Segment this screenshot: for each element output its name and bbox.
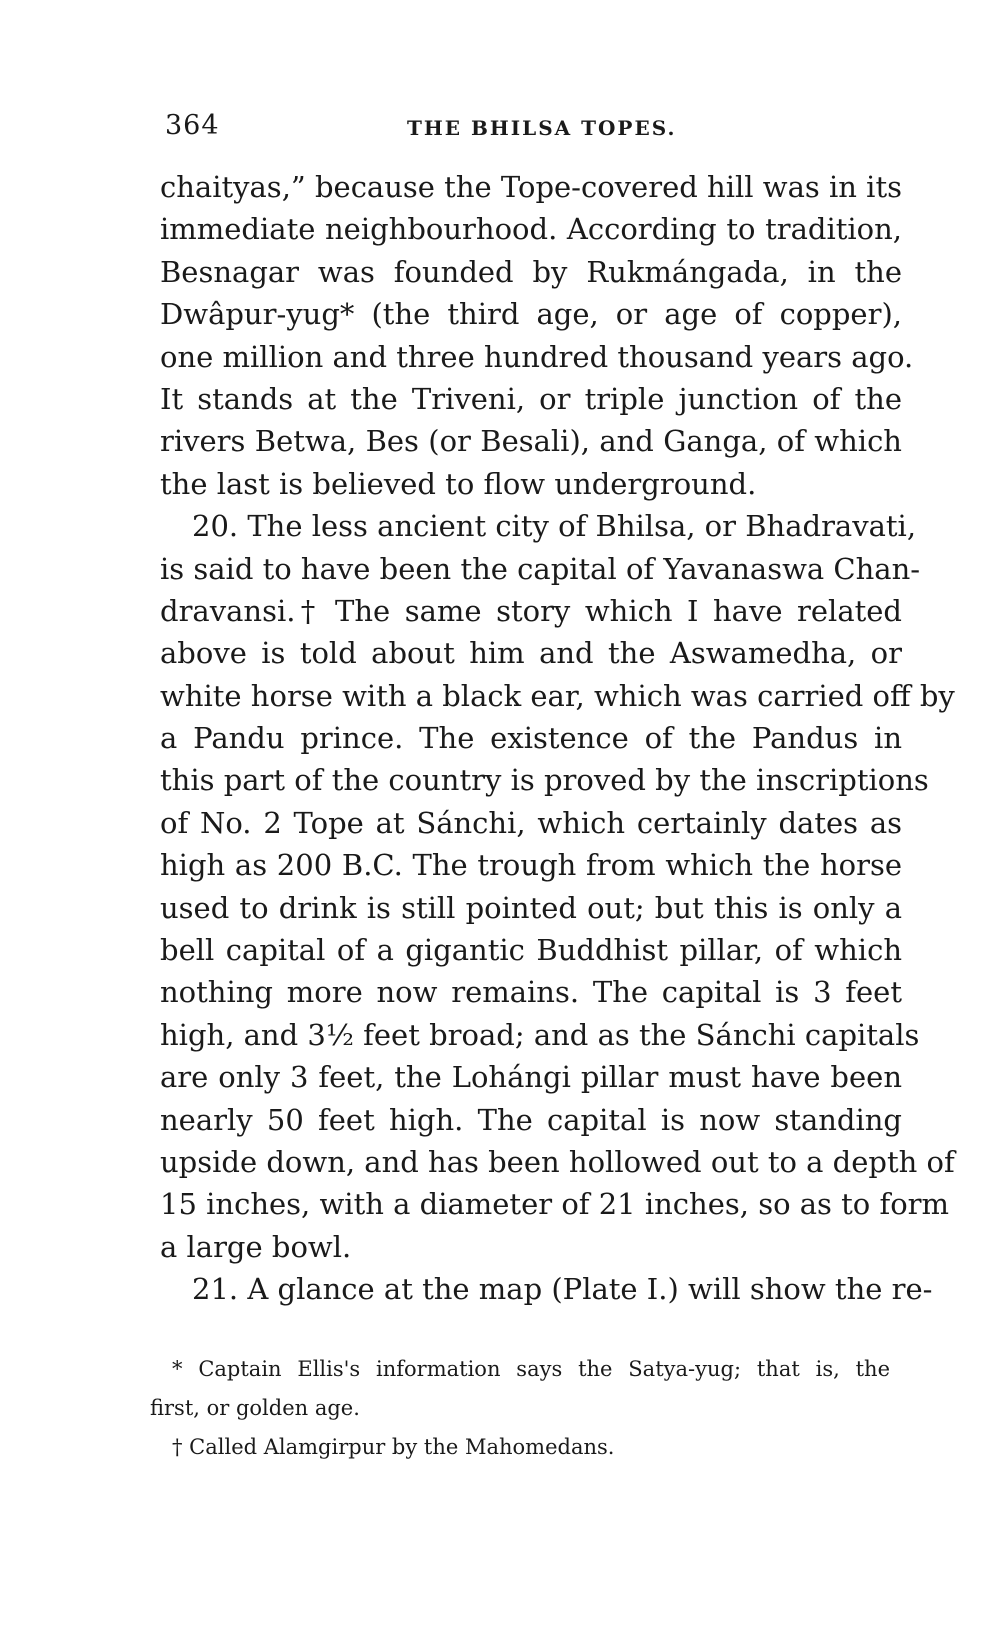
- footnotes: [150, 1350, 890, 1467]
- text-line: dravansi.† The same story which I have related: [160, 593, 902, 628]
- text-line: chaityas,” because the Tope-covered hill was in its: [160, 170, 902, 204]
- body-text: [160, 166, 955, 1311]
- text-line: used to drink is still pointed out; but this is only a: [160, 890, 902, 925]
- text-line: are only 3 feet, the Lohángi pillar must have been: [160, 1060, 902, 1095]
- text-line: the last is believed to flow underground.: [160, 466, 757, 501]
- text-line: 15 inches, with a diameter of 21 inches, so as to form: [160, 1187, 950, 1222]
- text-line: one million and three hundred thousand years ago.: [160, 339, 914, 374]
- text-line: of No. 2 Tope at Sánchi, which certainly dates as: [160, 805, 902, 840]
- text-line: bell capital of a gigantic Buddhist pillar, of which: [160, 933, 902, 968]
- text-line: upside down, and has been hollowed out to a depth of: [160, 1144, 955, 1179]
- text-line: a large bowl.: [160, 1229, 352, 1264]
- text-line: nothing more now remains. The capital is 3 feet: [160, 975, 902, 1010]
- text-line: rivers Betwa, Bes (or Besali), and Ganga, of which: [160, 424, 902, 459]
- text-line: Dwâpur-yug* (the third age, or age of copper),: [160, 297, 902, 332]
- page-number: 364: [165, 110, 220, 141]
- text-line: immediate neighbourhood. According to tradition,: [160, 212, 902, 247]
- paragraph-21-start: 21. A glance at the map (Plate I.) will show the re-: [192, 1272, 933, 1307]
- footnote-asterisk: * Captain Ellis's information says the Satya-yug; that is, the: [172, 1357, 890, 1381]
- page-header: [165, 110, 735, 150]
- paragraph-20-start: 20. The less ancient city of Bhilsa, or Bhadravati,: [192, 509, 917, 544]
- text-line: a Pandu prince. The existence of the Pandus in: [160, 721, 902, 756]
- running-head: THE BHILSA TOPES.: [407, 116, 677, 140]
- footnote-asterisk-cont: first, or golden age.: [150, 1396, 360, 1420]
- footnote-dagger: † Called Alamgirpur by the Mahomedans.: [172, 1435, 615, 1459]
- text-line: above is told about him and the Aswamedha, or: [160, 636, 902, 671]
- text-line: high, and 3½ feet broad; and as the Sánchi capitals: [160, 1017, 920, 1052]
- text-line: Besnagar was founded by Rukmángada, in the: [160, 254, 902, 289]
- text-line: white horse with a black ear, which was carried off by: [160, 678, 955, 713]
- text-line: nearly 50 feet high. The capital is now standing: [160, 1102, 902, 1137]
- text-line: this part of the country is proved by the inscriptions: [160, 763, 929, 798]
- text-line: high as 200 B.C. The trough from which the horse: [160, 848, 902, 883]
- text-line: It stands at the Triveni, or triple junction of the: [160, 381, 902, 416]
- text-line: is said to have been the capital of Yavanaswa Chan-: [160, 551, 921, 586]
